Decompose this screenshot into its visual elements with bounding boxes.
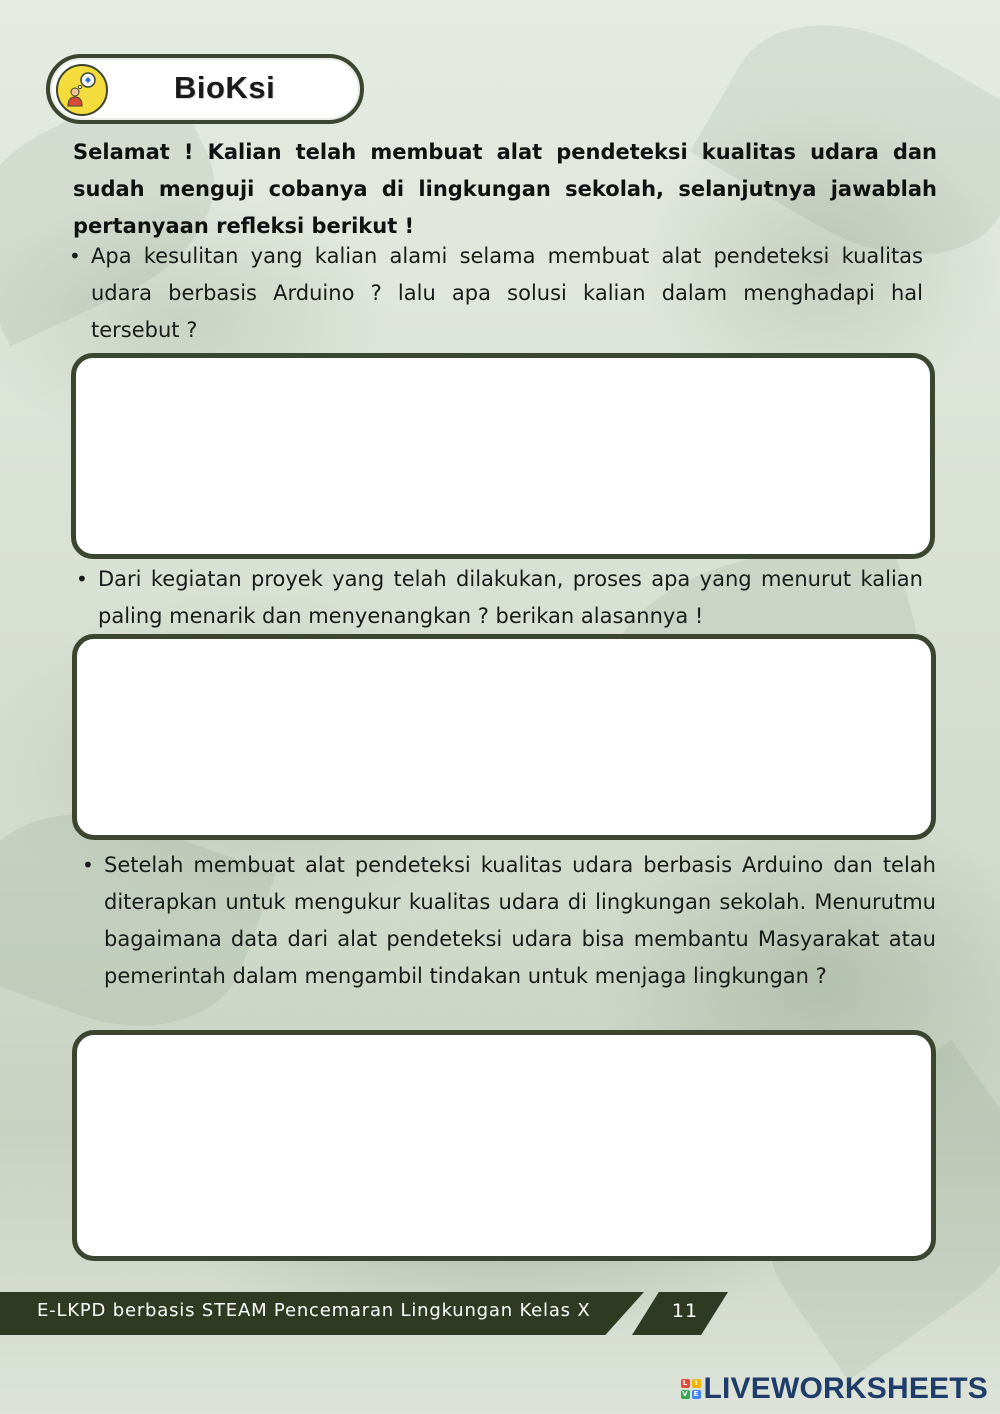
bullet: •: [82, 853, 94, 877]
brand-name: LIVEWORKSHEETS: [703, 1372, 988, 1405]
question-text: Apa kesulitan yang kalian alami selama membuat alat pendeteksi kualitas udara berbasis Arduino ? lalu apa solusi kalian dalam menghadapi hal tersebut ?: [91, 244, 923, 342]
logo-letter: I: [692, 1379, 701, 1388]
liveworksheets-logo-icon: [681, 1379, 701, 1399]
answer-box-3[interactable]: [72, 1030, 936, 1261]
liveworksheets-brand[interactable]: [681, 1372, 989, 1406]
page-number: 11: [671, 1300, 699, 1322]
bullet: •: [69, 244, 81, 268]
intro-paragraph: Selamat ! Kalian telah membuat alat pendeteksi kualitas udara dan sudah menguji cobanya di lingkungan sekolah, selanjutnya jawablah pertanyaan refleksi berikut !: [73, 140, 937, 238]
logo-letter: V: [682, 1390, 688, 1398]
bullet: •: [76, 567, 88, 591]
footer-label: E-LKPD berbasis STEAM Pencemaran Lingkungan Kelas X: [37, 1300, 591, 1321]
person-thinking-icon: [56, 64, 108, 116]
title-banner: [46, 54, 364, 124]
question-1: [69, 238, 923, 349]
page-title: BioKsi: [174, 70, 276, 105]
question-3: [82, 847, 936, 995]
question-2: [76, 561, 923, 635]
answer-box-2[interactable]: [72, 634, 936, 840]
logo-letter: E: [692, 1390, 701, 1399]
question-text: Setelah membuat alat pendeteksi kualitas udara berbasis Arduino dan telah diterapkan untuk mengukur kualitas udara di lingkungan sekolah. Menurutmu bagaimana data dari alat pendeteksi udara bisa membantu Masyarakat atau pemerintah dalam mengambil tindakan untuk menjaga lingkungan ?: [104, 853, 936, 988]
logo-letter: L: [681, 1379, 690, 1388]
question-text: Dari kegiatan proyek yang telah dilakukan, proses apa yang menurut kalian paling menarik dan menyenangkan ? berikan alasannya !: [98, 567, 923, 628]
answer-box-1[interactable]: [71, 353, 935, 559]
